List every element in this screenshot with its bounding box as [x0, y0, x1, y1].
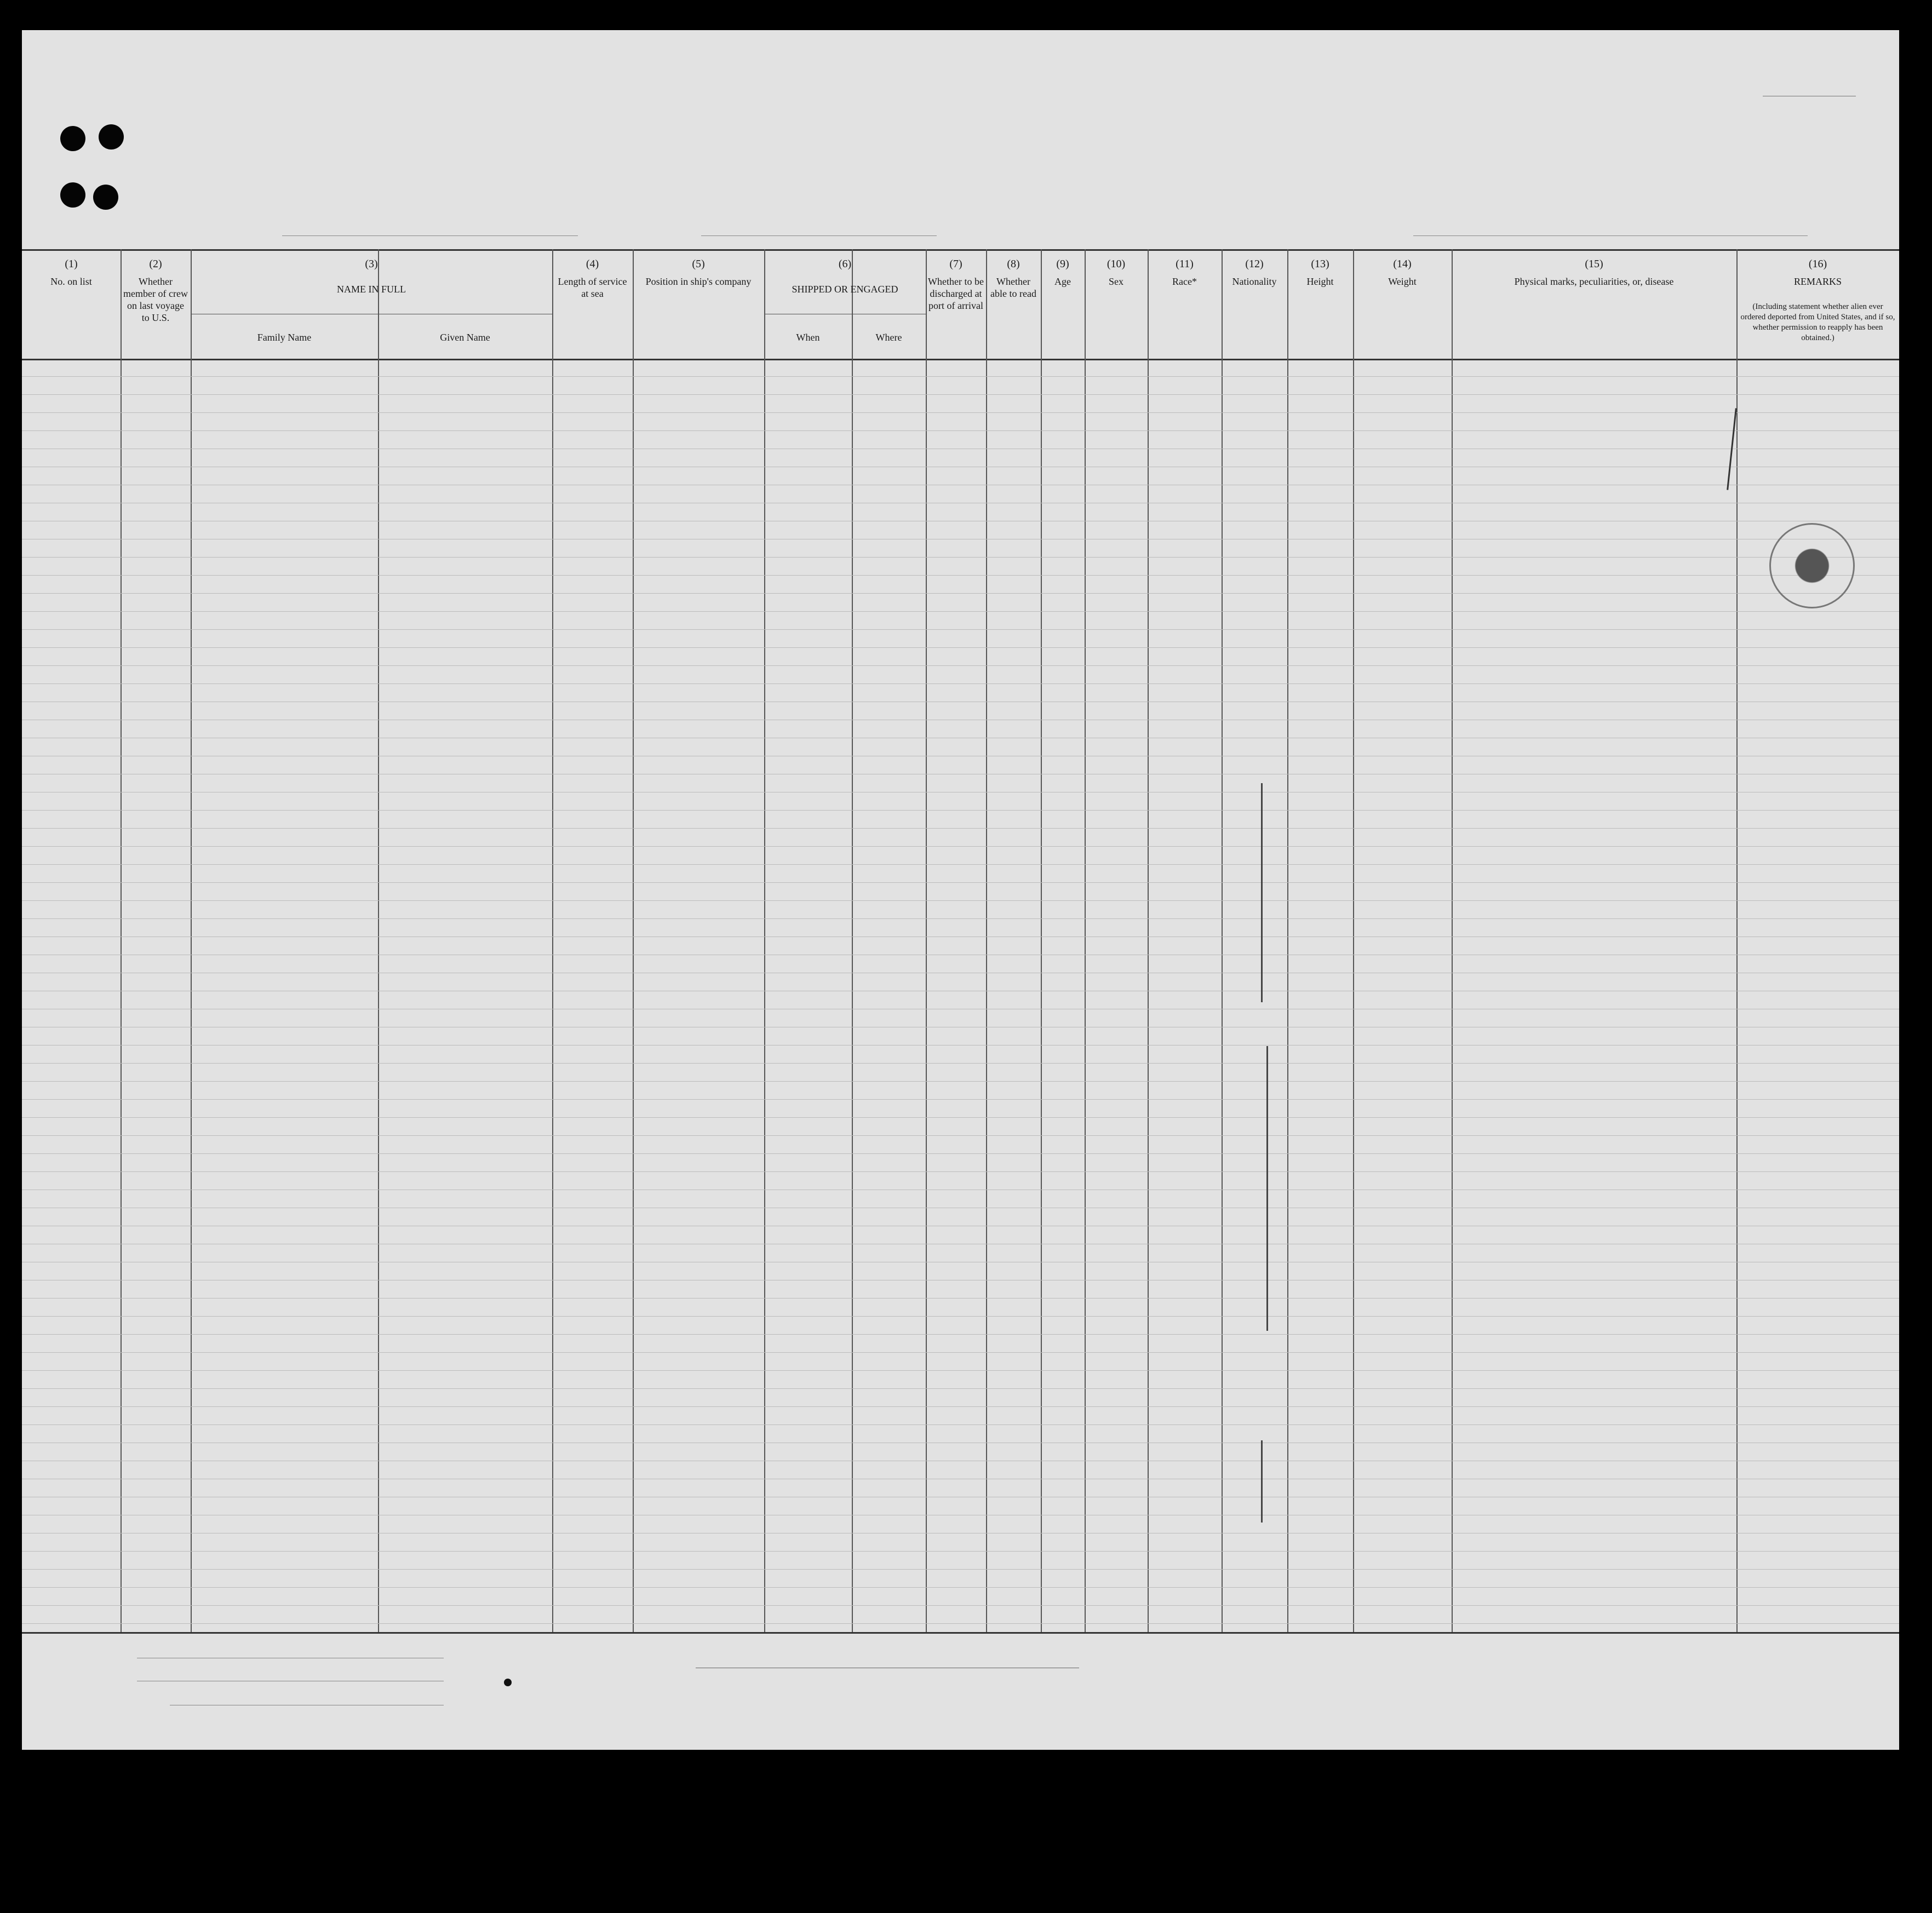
column-header-note: (Including statement whether alien ever ordered deported from United States, and if so, whether permission to reapply has been obtained.) — [1740, 302, 1895, 342]
column-number: (13) — [1311, 258, 1329, 270]
ruled-line — [22, 430, 1899, 431]
column-header: Whether member of crew on last voyage to U.S. — [123, 276, 188, 323]
column-header: No. on list — [50, 276, 92, 287]
ruled-line — [22, 593, 1899, 594]
ruled-line — [22, 683, 1899, 684]
header-bottom-border — [22, 359, 1899, 360]
table-bottom-border — [22, 1632, 1899, 1634]
ruled-line — [22, 846, 1899, 847]
column-number: (8) — [1007, 258, 1020, 270]
column-number: (10) — [1107, 258, 1126, 270]
punch-hole — [60, 182, 85, 208]
column-header: Height — [1306, 276, 1334, 287]
column-header: Position in ship's company — [645, 276, 752, 287]
ruled-line — [22, 810, 1899, 811]
ruled-line — [22, 1388, 1899, 1389]
ruled-line — [22, 900, 1899, 901]
column-number: (9) — [1056, 258, 1069, 270]
ruled-line — [22, 882, 1899, 883]
ruled-line — [22, 665, 1899, 666]
column-number: (2) — [149, 258, 162, 270]
ruled-line — [22, 1099, 1899, 1100]
ruled-line — [22, 1406, 1899, 1407]
ruled-line — [22, 1569, 1899, 1570]
ruled-line — [22, 1081, 1899, 1082]
column-header: Age — [1054, 276, 1071, 287]
ruled-line — [22, 828, 1899, 829]
column-header: Physical marks, peculiarities, or, disease — [1514, 276, 1674, 287]
ruled-line — [22, 1316, 1899, 1317]
column-number: (14) — [1393, 258, 1412, 270]
vessel-name-line — [282, 235, 578, 236]
column-header: Sex — [1109, 276, 1123, 287]
column-subheader: When — [796, 332, 820, 343]
ruled-line — [22, 1370, 1899, 1371]
column-header: Whether able to read — [990, 276, 1036, 299]
column-subheader: Given Name — [440, 332, 490, 343]
manifest-sheet — [22, 30, 1899, 1750]
ruled-line — [22, 647, 1899, 648]
ruled-line — [22, 1135, 1899, 1136]
column-header: Weight — [1388, 276, 1417, 287]
ruled-line — [22, 1623, 1899, 1624]
column-number: (5) — [692, 258, 705, 270]
ruled-line — [22, 575, 1899, 576]
from-port-line — [1413, 235, 1808, 236]
column-subheader: Family Name — [257, 332, 312, 343]
ruled-line — [22, 629, 1899, 630]
punch-hole — [60, 126, 85, 151]
ruled-line — [22, 1298, 1899, 1299]
table-top-border — [22, 249, 1899, 251]
official-seal — [1769, 523, 1855, 608]
ruled-line — [22, 1605, 1899, 1606]
column-number: (1) — [65, 258, 78, 270]
ruled-line — [22, 1153, 1899, 1154]
column-header: Race* — [1172, 276, 1197, 287]
ruled-line — [22, 394, 1899, 395]
ditto-stroke — [1266, 1046, 1268, 1331]
ruled-line — [22, 1551, 1899, 1552]
ruled-line — [22, 1171, 1899, 1172]
ruled-line — [22, 412, 1899, 413]
column-number: (11) — [1176, 258, 1194, 270]
ruled-line — [22, 918, 1899, 919]
column-header: Nationality — [1232, 276, 1277, 287]
ditto-stroke — [1261, 783, 1263, 1002]
column-number: (6) — [838, 258, 852, 270]
column-number: (12) — [1245, 258, 1264, 270]
column-number: (7) — [949, 258, 962, 270]
ditto-stroke — [1261, 1440, 1263, 1523]
ruled-line — [22, 1117, 1899, 1118]
ruled-line — [22, 1424, 1899, 1425]
ruled-line — [22, 1334, 1899, 1335]
ink-dot — [504, 1679, 512, 1686]
column-number: (16) — [1808, 258, 1827, 270]
column-header: REMARKS — [1793, 276, 1842, 287]
column-number: (15) — [1585, 258, 1603, 270]
inspector-check-stroke — [1727, 408, 1737, 490]
crew-table — [22, 249, 1899, 1629]
column-header: NAME IN FULL — [337, 284, 406, 295]
column-number: (4) — [586, 258, 599, 270]
column-header: Length of service at sea — [558, 276, 627, 299]
ruled-line — [22, 1352, 1899, 1353]
arriving-port-line — [701, 235, 937, 236]
column-subheader: Where — [875, 332, 902, 343]
ruled-line — [22, 611, 1899, 612]
ruled-line — [22, 1063, 1899, 1064]
column-header: SHIPPED OR ENGAGED — [792, 284, 898, 295]
ruled-line — [22, 864, 1899, 865]
ruled-line — [22, 557, 1899, 558]
punch-hole — [93, 185, 118, 210]
ruled-line — [22, 376, 1899, 377]
punch-hole — [99, 124, 124, 150]
column-number: (3) — [365, 258, 378, 270]
ruled-line — [22, 1587, 1899, 1588]
column-header: Whether to be discharged at port of arrival — [928, 276, 984, 311]
